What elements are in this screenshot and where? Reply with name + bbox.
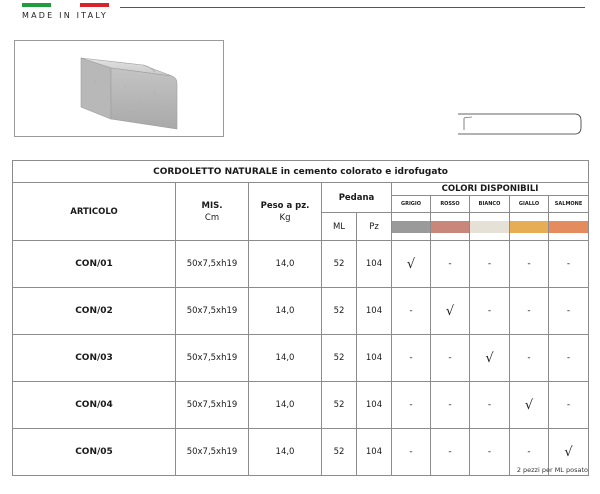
availability-check: √: [549, 429, 589, 476]
header-colori: COLORI DISPONIBILI: [392, 183, 589, 196]
pallet-pz-cell: 104: [357, 288, 392, 335]
weight-cell: 14,0: [249, 241, 322, 288]
header-mis-label: MIS.: [201, 200, 223, 211]
footnote: 2 pezzi per ML posato: [516, 466, 588, 474]
table-title: CORDOLETTO NATURALE in cemento colorato e idrofugato: [13, 161, 589, 183]
swatch-fill: [431, 221, 469, 233]
flag-green: [22, 3, 51, 7]
table-row: [13, 288, 589, 335]
header-ml: ML: [322, 213, 357, 241]
availability-dash: -: [510, 429, 549, 476]
header-peso: [249, 183, 322, 241]
swatch-fill: [470, 221, 509, 233]
availability-dash: -: [431, 429, 470, 476]
size-cell: 50x7,5xh19: [176, 429, 249, 476]
header-mis-unit: Cm: [204, 212, 220, 223]
article-code: CON/03: [13, 335, 176, 382]
table-row: [13, 429, 589, 476]
availability-dash: -: [431, 382, 470, 429]
header-divider: [120, 7, 585, 8]
product-spec-table: [12, 160, 589, 476]
pallet-ml-cell: 52: [322, 382, 357, 429]
header-peso-unit: Kg: [279, 212, 291, 223]
header-peso-label: Peso a pz.: [260, 200, 310, 211]
swatch-fill: [392, 221, 430, 233]
pallet-ml-cell: 52: [322, 288, 357, 335]
header-pz: Pz: [357, 213, 392, 241]
header-mis: [176, 183, 249, 241]
pallet-pz-cell: 104: [357, 382, 392, 429]
availability-check: √: [431, 288, 470, 335]
color-swatch-rosso: [431, 213, 470, 241]
color-swatch-bianco: [470, 213, 510, 241]
made-in-italy-label: MADE IN ITALY: [22, 11, 108, 20]
color-name-salmone: SALMONE: [549, 196, 589, 213]
availability-dash: -: [470, 241, 510, 288]
table-row: [13, 241, 589, 288]
article-code: CON/05: [13, 429, 176, 476]
availability-dash: -: [549, 335, 589, 382]
size-cell: 50x7,5xh19: [176, 241, 249, 288]
pallet-pz-cell: 104: [357, 335, 392, 382]
weight-cell: 14,0: [249, 288, 322, 335]
size-cell: 50x7,5xh19: [176, 288, 249, 335]
availability-dash: -: [431, 335, 470, 382]
availability-dash: -: [549, 241, 589, 288]
color-name-rosso: ROSSO: [431, 196, 470, 213]
swatch-fill: [549, 221, 588, 233]
availability-dash: -: [510, 335, 549, 382]
profile-section-drawing: [458, 113, 582, 135]
availability-dash: -: [470, 382, 510, 429]
size-cell: 50x7,5xh19: [176, 382, 249, 429]
availability-check: √: [470, 335, 510, 382]
color-name-grigio: GRIGIO: [392, 196, 431, 213]
color-swatch-giallo: [510, 213, 549, 241]
availability-dash: -: [510, 241, 549, 288]
italian-flag: [22, 3, 109, 7]
availability-dash: -: [549, 382, 589, 429]
availability-dash: -: [392, 335, 431, 382]
pallet-pz-cell: 104: [357, 241, 392, 288]
color-swatch-salmone: [549, 213, 589, 241]
availability-check: √: [510, 382, 549, 429]
size-cell: 50x7,5xh19: [176, 335, 249, 382]
table-row: [13, 335, 589, 382]
article-code: CON/01: [13, 241, 176, 288]
availability-check: √: [392, 241, 431, 288]
availability-dash: -: [510, 288, 549, 335]
availability-dash: -: [392, 429, 431, 476]
product-photo: [14, 40, 224, 137]
curb-stone-image: [15, 41, 223, 136]
pallet-ml-cell: 52: [322, 241, 357, 288]
availability-dash: -: [470, 429, 510, 476]
color-name-giallo: GIALLO: [510, 196, 549, 213]
article-code: CON/04: [13, 382, 176, 429]
color-swatch-grigio: [392, 213, 431, 241]
availability-dash: -: [392, 382, 431, 429]
header-pedana: Pedana: [322, 183, 392, 213]
availability-dash: -: [470, 288, 510, 335]
flag-red: [80, 3, 109, 7]
table-row: [13, 382, 589, 429]
flag-white: [51, 3, 80, 7]
weight-cell: 14,0: [249, 429, 322, 476]
pallet-pz-cell: 104: [357, 429, 392, 476]
availability-dash: -: [392, 288, 431, 335]
swatch-fill: [510, 221, 548, 233]
article-code: CON/02: [13, 288, 176, 335]
weight-cell: 14,0: [249, 335, 322, 382]
weight-cell: 14,0: [249, 382, 322, 429]
color-name-bianco: BIANCO: [470, 196, 510, 213]
pallet-ml-cell: 52: [322, 335, 357, 382]
availability-dash: -: [549, 288, 589, 335]
header-articolo: ARTICOLO: [13, 183, 176, 241]
pallet-ml-cell: 52: [322, 429, 357, 476]
availability-dash: -: [431, 241, 470, 288]
